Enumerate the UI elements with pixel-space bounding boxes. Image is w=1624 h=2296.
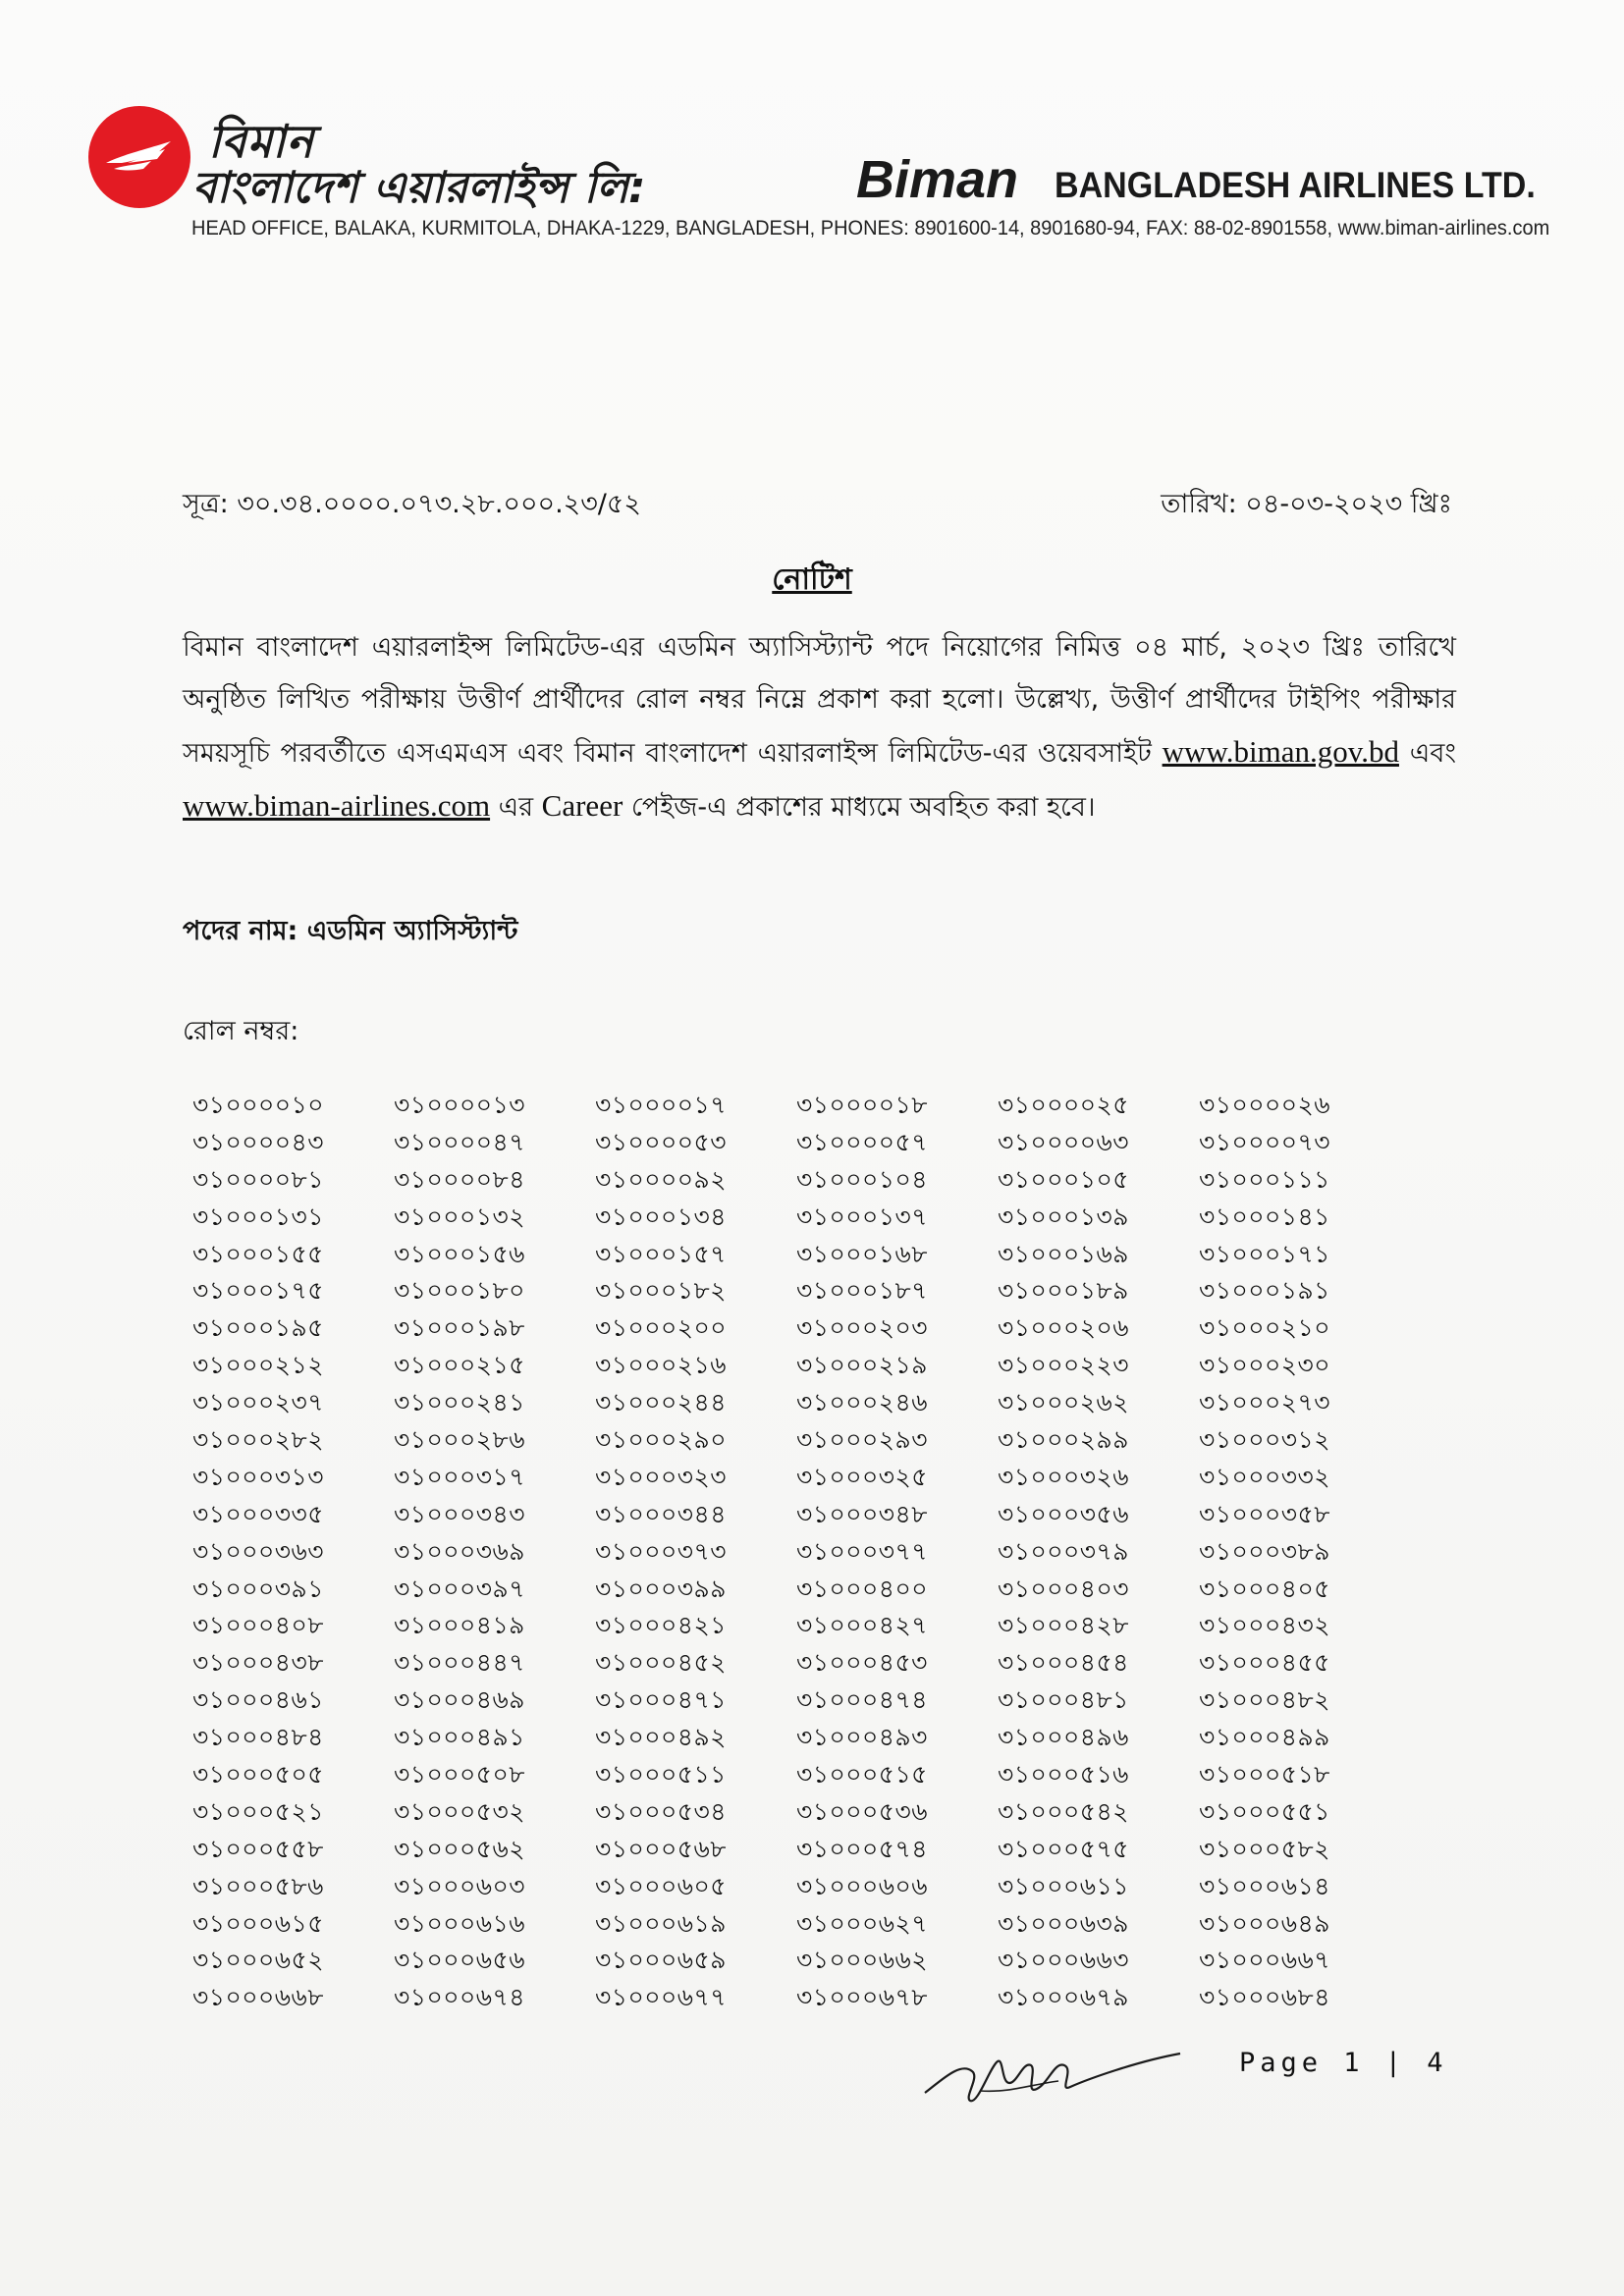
roll-number: ৩১০০০১১১ (1199, 1164, 1330, 1194)
roll-number: ৩১০০০৪২১ (595, 1611, 727, 1640)
roll-number: ৩১০০০০৮১ (192, 1164, 324, 1194)
roll-number: ৩১০০০২৪৪ (595, 1388, 727, 1417)
roll-number: ৩১০০০৪৮২ (1199, 1685, 1330, 1715)
body-text-career: Career (541, 788, 623, 823)
roll-number: ৩১০০০১৪১ (1199, 1201, 1330, 1231)
roll-number: ৩১০০০০১৭ (595, 1091, 727, 1119)
roll-number: ৩১০০০০৫৩ (595, 1127, 727, 1156)
roll-number: ৩১০০০৫০৮ (394, 1760, 525, 1789)
roll-number: ৩১০০০৫০৫ (192, 1760, 324, 1789)
roll-number: ৩১০০০১০৫ (998, 1164, 1129, 1194)
roll-number: ৩১০০০০১৮ (796, 1091, 928, 1119)
roll-number: ৩১০০০০৪৩ (192, 1127, 324, 1156)
brand-name-english: BANGLADESH AIRLINES LTD. (1055, 165, 1536, 205)
roll-number: ৩১০০০২৮২ (192, 1425, 324, 1455)
roll-number: ৩১০০০১৬৯ (998, 1239, 1129, 1268)
roll-number: ৩১০০০৪৭৪ (796, 1685, 928, 1715)
page-number: Page 1 | 4 (1239, 2048, 1448, 2078)
roll-number: ৩১০০০৩২৫ (796, 1462, 928, 1491)
roll-number: ৩১০০০১৯৮ (394, 1313, 525, 1343)
roll-number: ৩১০০০৫১১ (595, 1760, 727, 1789)
roll-number: ৩১০০০৬৭৪ (394, 1983, 525, 2012)
roll-number: ৩১০০০২৯০ (595, 1425, 727, 1455)
roll-number: ৩১০০০৬৪৯ (1199, 1908, 1330, 1938)
roll-number: ৩১০০০৪৫৫ (1199, 1648, 1330, 1678)
roll-number: ৩১০০০১৭১ (1199, 1239, 1330, 1268)
roll-number: ৩১০০০৫১৮ (1199, 1760, 1330, 1789)
roll-number: ৩১০০০৬৬৭ (1199, 1946, 1331, 1975)
roll-number: ৩১০০০৬৭৭ (595, 1983, 728, 2012)
roll-number: ৩১০০০৬৭৯ (998, 1983, 1129, 2012)
roll-number: ৩১০০০১৮৭ (796, 1276, 928, 1306)
roll-number: ৩১০০০১৩২ (394, 1201, 525, 1231)
roll-number: ৩১০০০৫৩২ (394, 1796, 525, 1826)
roll-number: ৩১০০০৩৬৯ (394, 1536, 525, 1566)
roll-number: ৩১০০০৪৫৪ (998, 1648, 1129, 1678)
notice-date: তারিখ: ০৪-০৩-২০২৩ খ্রিঃ (1161, 489, 1452, 519)
roll-number: ৩১০০০৫৮২ (1199, 1834, 1330, 1863)
roll-number: ৩১০০০২১২ (192, 1351, 324, 1380)
roll-number: ৩১০০০৩৪৩ (394, 1499, 525, 1528)
roll-number-grid (192, 1086, 1400, 2015)
roll-number: ৩১০০০৪৮৪ (192, 1723, 324, 1752)
roll-number: ৩১০০০২০৬ (998, 1313, 1130, 1343)
roll-number: ৩১০০০১০৪ (796, 1164, 928, 1194)
roll-number: ৩১০০০৩৭৭ (796, 1536, 929, 1566)
reference-number: সূত্র: ৩০.৩৪.০০০০.০৭৩.২৮.০০০.২৩/৫২ (183, 489, 641, 519)
roll-number: ৩১০০০৫৭৫ (998, 1834, 1129, 1863)
roll-number: ৩১০০০৬৫৬ (394, 1946, 525, 1975)
roll-number: ৩১০০০২০৩ (796, 1313, 929, 1343)
roll-number: ৩১০০০৪৯৬ (998, 1723, 1129, 1752)
roll-number: ৩১০০০৫৫৮ (192, 1834, 324, 1863)
roll-number: ৩১০০০৬২৭ (796, 1908, 929, 1938)
roll-number: ৩১০০০৬৬৩ (998, 1946, 1130, 1975)
link-biman-airlines[interactable]: www.biman-airlines.com (183, 788, 491, 823)
roll-number: ৩১০০০৩৫৮ (1199, 1499, 1330, 1528)
roll-number: ৩১০০০০২৫ (998, 1091, 1129, 1119)
roll-number: ৩১০০০৪৩৮ (192, 1648, 324, 1678)
roll-number: ৩১০০০১৮২ (595, 1276, 727, 1306)
roll-number: ৩১০০০০২৬ (1199, 1091, 1331, 1119)
roll-number: ৩১০০০১৩৯ (998, 1201, 1129, 1231)
body-text-part1: বিমান বাংলাদেশ এয়ারলাইন্স লিমিটেড-এর এডমিন অ্যাসিস্ট্যান্ট পদে নিয়োগের নিমিত্ত ০৪ মার্চ, ২০২৩ খ্রিঃ তারিখে অনুষ্ঠিত লিখিত পরীক্ষায় উত্তীর্ণ প্রার্থীদের রোল নম্বর নিম্নে প্রকাশ করা হলো। উল্লেখ্য, উত্তীর্ণ প্রার্থীদের টাইপিং পরীক্ষার সময়সূচি পরবর্তীতে এসএমএস এবং বিমান বাংলাদেশ এয়ারলাইন্স লিমিটেড-এর ওয়েবসাইট (183, 632, 1456, 769)
roll-number: ৩১০০০৩৪৮ (796, 1499, 928, 1528)
roll-number: ৩১০০০৩৭৯ (998, 1536, 1129, 1566)
roll-number: ৩১০০০০৭৩ (1199, 1127, 1331, 1156)
roll-number: ৩১০০০৪১৯ (394, 1611, 525, 1640)
roll-number: ৩১০০০৩৫৬ (998, 1499, 1129, 1528)
roll-number: ৩১০০০৪০৫ (1199, 1574, 1330, 1603)
roll-number: ৩১০০০৬১৬ (394, 1908, 525, 1938)
roll-number: ৩১০০০২৬২ (998, 1388, 1130, 1417)
brand-name-biman: Biman (856, 150, 1019, 209)
roll-number: ৩১০০০০৪৭ (394, 1127, 525, 1156)
brand-name-bangla-line2: বাংলাদেশ এয়ারলাইন্স লি: (192, 163, 646, 213)
roll-number-label: রোল নম্বর: (183, 1016, 299, 1046)
roll-number: ৩১০০০৩২৬ (998, 1462, 1130, 1491)
roll-number: ৩১০০০১৫৫ (192, 1239, 324, 1268)
roll-number: ৩১০০০৬১১ (998, 1871, 1129, 1900)
roll-number: ৩১০০০১৫৬ (394, 1239, 525, 1268)
roll-number: ৩১০০০০৮৪ (394, 1164, 525, 1194)
roll-number: ৩১০০০৫৬২ (394, 1834, 525, 1863)
roll-number: ৩১০০০১৩৪ (595, 1201, 727, 1231)
roll-number: ৩১০০০৬০৬ (796, 1871, 929, 1900)
roll-number: ৩১০০০৪৭১ (595, 1685, 727, 1715)
roll-number: ৩১০০০২১৬ (595, 1351, 727, 1380)
body-text-part2: এবং (1409, 738, 1456, 769)
roll-number: ৩১০০০৪৯৯ (1199, 1723, 1330, 1752)
roll-number: ৩১০০০৪২৮ (998, 1611, 1129, 1640)
roll-number: ৩১০০০৬৬৮ (192, 1983, 324, 2012)
roll-number: ৩১০০০৩৩৫ (192, 1499, 324, 1528)
roll-number: ৩১০০০৫১৬ (998, 1760, 1129, 1789)
roll-number: ৩১০০০৬৮৪ (1199, 1983, 1330, 2012)
roll-number: ৩১০০০৪০৩ (998, 1574, 1129, 1603)
roll-number: ৩১০০০৩৯১ (192, 1574, 324, 1603)
roll-number: ৩১০০০৪৯১ (394, 1723, 525, 1752)
roll-number: ৩১০০০৫১৫ (796, 1760, 928, 1789)
roll-number: ৩১০০০১৭৫ (192, 1276, 324, 1306)
brand-name-bangla-line1: বিমান (208, 115, 315, 168)
roll-number: ৩১০০০১৫৭ (595, 1239, 727, 1268)
roll-number: ৩১০০০৪৪৭ (394, 1648, 525, 1678)
roll-number: ৩১০০০২০০ (595, 1313, 728, 1343)
roll-number: ৩১০০০২৯৩ (796, 1425, 928, 1455)
post-name: পদের নাম: এডমিন অ্যাসিস্ট্যান্ট (183, 916, 518, 946)
roll-number: ৩১০০০৪০০ (796, 1574, 928, 1603)
roll-number: ৩১০০০১৬৮ (796, 1239, 928, 1268)
roll-number: ৩১০০০১৮০ (394, 1276, 525, 1306)
roll-number: ৩১০০০৬৫২ (192, 1946, 324, 1975)
roll-number: ৩১০০০৪৯৩ (796, 1723, 928, 1752)
roll-number: ৩১০০০৩৭৩ (595, 1536, 728, 1566)
head-office-address: HEAD OFFICE, BALAKA, KURMITOLA, DHAKA-1229, BANGLADESH, PHONES: 8901600-14, 8901680-94, FAX: 88-02-8901558, www.biman-airlines.com (191, 216, 1550, 240)
roll-number: ৩১০০০২৩০ (1199, 1351, 1331, 1380)
roll-number: ৩১০০০৪২৭ (796, 1611, 928, 1640)
roll-number: ৩১০০০০৬৩ (998, 1127, 1130, 1156)
roll-number: ৩১০০০৩১২ (1199, 1425, 1330, 1455)
link-biman-gov[interactable]: www.biman.gov.bd (1162, 734, 1399, 769)
roll-number: ৩১০০০৪৬১ (192, 1685, 324, 1715)
roll-number: ৩১০০০৬৭৮ (796, 1983, 928, 2012)
roll-number: ৩১০০০৬০৩ (394, 1871, 526, 1900)
roll-number: ৩১০০০৬১৯ (595, 1908, 727, 1938)
roll-number: ৩১০০০৩৯৭ (394, 1574, 525, 1603)
roll-number: ৩১০০০৬৬২ (796, 1946, 929, 1975)
roll-number: ৩১০০০১৩১ (192, 1201, 324, 1231)
roll-number: ৩১০০০৩৩২ (1199, 1462, 1331, 1491)
roll-number: ৩১০০০২৯৯ (998, 1425, 1129, 1455)
roll-number: ৩১০০০২৪৬ (796, 1388, 928, 1417)
roll-number: ৩১০০০৬৩৯ (998, 1908, 1129, 1938)
roll-number: ৩১০০০৪০৮ (192, 1611, 324, 1640)
roll-number: ৩১০০০৩১৭ (394, 1462, 525, 1491)
roll-number: ৩১০০০৬১৫ (192, 1908, 324, 1938)
roll-number: ৩১০০০৫৭৪ (796, 1834, 928, 1863)
roll-number: ৩১০০০২২৩ (998, 1351, 1130, 1380)
roll-number: ৩১০০০২১০ (1199, 1313, 1330, 1343)
roll-number: ৩১০০০৪৬৯ (394, 1685, 525, 1715)
roll-number: ৩১০০০৬১৪ (1199, 1871, 1330, 1900)
roll-number: ৩১০০০২৮৬ (394, 1425, 525, 1455)
roll-number: ৩১০০০৪৯২ (595, 1723, 727, 1752)
roll-number: ৩১০০০৩৮৯ (1199, 1536, 1330, 1566)
roll-number: ৩১০০০৬৫৯ (595, 1946, 727, 1975)
roll-number: ৩১০০০৩৯৯ (595, 1574, 727, 1603)
roll-number: ৩১০০০০৯২ (595, 1164, 727, 1194)
roll-number: ৩১০০০৬০৫ (595, 1871, 727, 1900)
roll-number: ৩১০০০৫৮৬ (192, 1871, 324, 1900)
roll-number: ৩১০০০২৭৩ (1199, 1388, 1331, 1417)
roll-number: ৩১০০০০১৩ (394, 1091, 525, 1119)
roll-number: ৩১০০০৫৫১ (1199, 1796, 1330, 1826)
roll-number: ৩১০০০৫২১ (192, 1796, 324, 1826)
roll-number: ৩১০০০০৫৭ (796, 1127, 928, 1156)
roll-number: ৩১০০০২৪১ (394, 1388, 525, 1417)
roll-number: ৩১০০০১৯১ (1199, 1276, 1330, 1306)
roll-number: ৩১০০০৩১৩ (192, 1462, 324, 1491)
biman-logo-icon (88, 106, 190, 208)
roll-number: ৩১০০০১৮৯ (998, 1276, 1129, 1306)
roll-number: ৩১০০০৩২৩ (595, 1462, 728, 1491)
roll-number: ৩১০০০৩৬৩ (192, 1536, 325, 1566)
roll-number: ৩১০০০৪৫৩ (796, 1648, 928, 1678)
roll-number: ৩১০০০৪৩২ (1199, 1611, 1330, 1640)
roll-number: ৩১০০০২১৯ (796, 1351, 928, 1380)
roll-number: ৩১০০০৩৪৪ (595, 1499, 727, 1528)
body-text-part3: এর (498, 792, 534, 823)
roll-number: ৩১০০০০১০ (192, 1091, 324, 1119)
roll-number: ৩১০০০২১৫ (394, 1351, 525, 1380)
roll-number: ৩১০০০২৩৭ (192, 1388, 325, 1417)
notice-body (183, 621, 1456, 833)
roll-number: ৩১০০০৫৬৮ (595, 1834, 727, 1863)
body-text-part4: পেইজ-এ প্রকাশের মাধ্যমে অবহিত করা হবে। (630, 792, 1096, 823)
roll-number: ৩১০০০৫৩৬ (796, 1796, 928, 1826)
signature-icon (921, 2032, 1186, 2110)
roll-number: ৩১০০০৫৪২ (998, 1796, 1129, 1826)
roll-number: ৩১০০০১৩৭ (796, 1201, 928, 1231)
roll-number: ৩১০০০৫৩৪ (595, 1796, 727, 1826)
notice-title: নোটিশ (772, 562, 852, 597)
roll-number: ৩১০০০১৯৫ (192, 1313, 324, 1343)
roll-number: ৩১০০০৪৮১ (998, 1685, 1129, 1715)
roll-number: ৩১০০০৪৫২ (595, 1648, 727, 1678)
